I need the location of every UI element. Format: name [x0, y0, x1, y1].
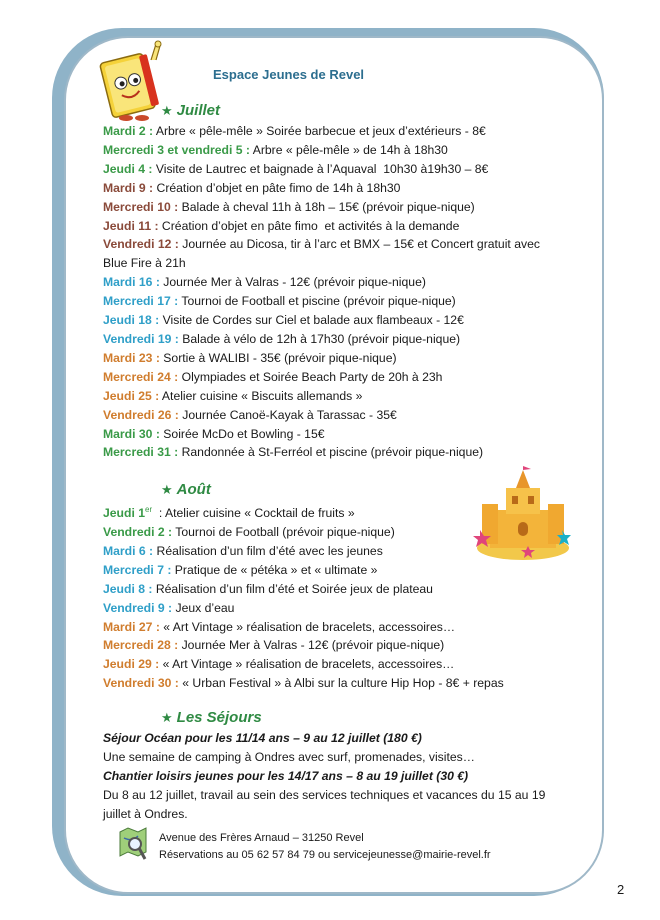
page-title: Espace Jeunes de Revel [213, 67, 365, 82]
event-day: Jeudi 8 : [103, 581, 153, 596]
event-text: Olympiades et Soirée Beach Party de 20h à 23h [178, 369, 443, 384]
list-item [103, 292, 553, 311]
map-magnifier-icon [118, 826, 148, 862]
event-text: Journée Mer à Valras - 12€ (prévoir pique-nique) [178, 638, 445, 653]
event-day: Vendredi 30 : [103, 676, 179, 691]
event-day: Vendredi 12 : [103, 237, 179, 252]
event-day: Mercredi 17 : [103, 294, 179, 309]
event-text: Randonnée à St-Ferréol et piscine (prévoir pique-nique) [178, 445, 484, 460]
event-day: Jeudi 18 : [103, 313, 160, 328]
event-text: Jeux d’eau [172, 600, 235, 615]
section-sejours: ★ Les Séjours [161, 709, 262, 726]
list-item [103, 674, 553, 693]
footer-address: Avenue des Frères Arnaud – 31250 Revel [159, 832, 364, 844]
list-item [103, 368, 553, 387]
event-text: Création d’objet en pâte fimo et activités à la demande [158, 218, 460, 233]
list-item [103, 425, 553, 444]
event-text: Arbre « pêle-mêle » de 14h à 18h30 [249, 142, 448, 157]
event-day: Vendredi 26 : [103, 407, 179, 422]
event-day: Vendredi 19 : [103, 331, 179, 346]
event-day: Jeudi 29 : [103, 657, 160, 672]
event-text: Atelier cuisine « Biscuits allemands » [159, 388, 363, 403]
list-item [103, 655, 553, 674]
list-item [103, 580, 553, 599]
event-text: Réalisation d’un film d’été avec les jeunes [153, 543, 383, 558]
event-text: : Atelier cuisine « Cocktail de fruits » [152, 506, 355, 521]
event-text: Visite de Cordes sur Ciel et balade aux flambeaux - 12€ [159, 313, 464, 328]
list-item [103, 179, 553, 198]
sejour-ocean-text: Une semaine de camping à Ondres avec surf, promenades, visites… [103, 750, 475, 764]
event-day: Mardi 23 : [103, 350, 160, 365]
event-day: Mardi 2 : [103, 124, 154, 138]
event-text: Pratique de « pétéka » et « ultimate » [171, 562, 378, 577]
event-day: Mardi 6 : [103, 543, 154, 558]
chantier-title: Chantier loisirs jeunes pour les 14/17 ans – 8 au 19 juillet (30 €) [103, 769, 469, 783]
event-text: Balade à vélo de 12h à 17h30 (prévoir pique-nique) [178, 331, 461, 346]
footer-reservations: Réservations au 05 62 57 84 79 ou servicejeunesse@mairie-revel.fr [159, 849, 491, 861]
star-icon: ★ [161, 103, 173, 118]
chantier-text: Du 8 au 12 juillet, travail au sein des services techniques et vacances du 15 au 19 juillet à Ondres. [103, 788, 546, 821]
event-day: Vendredi 2 : [103, 524, 173, 539]
list-item [103, 330, 553, 349]
event-day: Jeudi 1 [103, 506, 145, 521]
event-day: Jeudi 4 : [103, 161, 153, 176]
list-item [103, 122, 553, 141]
event-text: Journée Canoë-Kayak à Tarassac - 35€ [178, 407, 397, 422]
sejour-ocean-title: Séjour Océan pour les 11/14 ans – 9 au 12 juillet (180 €) [103, 731, 422, 745]
section-aout: ★ Août [161, 481, 211, 498]
event-text: Sortie à WALIBI - 35€ (prévoir pique-nique) [159, 350, 397, 365]
list-item [103, 198, 553, 217]
event-day: Mercredi 10 : [103, 199, 179, 214]
event-day: Mercredi 28 : [103, 638, 179, 653]
section-juillet: ★ Juillet [161, 102, 221, 119]
event-day-suffix: er [145, 505, 153, 514]
sandcastle-icon [468, 466, 578, 564]
event-day: Mercredi 31 : [103, 445, 179, 460]
event-text: « Art Vintage » réalisation de bracelets, accessoires… [159, 619, 456, 634]
event-day: Mercredi 7 : [103, 562, 172, 577]
event-day: Mardi 27 : [103, 619, 160, 634]
list-item [103, 235, 553, 273]
event-text: Soirée McDo et Bowling - 15€ [159, 426, 325, 441]
event-text: Visite de Lautrec et baignade à l’Aquaval 10h30 à19h30 – 8€ [152, 161, 489, 176]
event-text: Réalisation d’un film d’été et Soirée jeux de plateau [152, 581, 433, 596]
list-item [103, 141, 553, 160]
list-item [103, 406, 553, 425]
list-item [103, 618, 553, 637]
star-icon: ★ [161, 710, 173, 725]
list-item [103, 311, 553, 330]
event-text: Tournoi de Football et piscine (prévoir pique-nique) [178, 294, 456, 309]
event-text: « Art Vintage » réalisation de bracelets, accessoires… [159, 657, 455, 672]
footer [159, 830, 491, 864]
star-icon: ★ [161, 482, 173, 497]
list-item [103, 387, 553, 406]
list-item [103, 349, 553, 368]
sejours-block [103, 729, 553, 824]
list-item [103, 217, 553, 236]
juillet-list [103, 122, 553, 462]
event-day: Mardi 30 : [103, 426, 160, 441]
event-text: Création d’objet en pâte fimo de 14h à 18h30 [153, 180, 401, 195]
event-text: Journée Mer à Valras - 12€ (prévoir pique-nique) [159, 275, 426, 290]
list-item [103, 636, 553, 655]
list-item [103, 160, 553, 179]
event-day: Jeudi 25 : [103, 388, 160, 403]
list-item [103, 443, 553, 462]
event-day: Vendredi 9 : [103, 600, 173, 615]
event-day: Mardi 16 : [103, 275, 160, 290]
event-text: Tournoi de Football (prévoir pique-nique) [172, 524, 395, 539]
event-text: Arbre « pêle-mêle » Soirée barbecue et jeux d’extérieurs - 8€ [153, 124, 486, 138]
event-text: Journée au Dicosa, tir à l’arc et BMX – 15€ et Concert gratuit avec Blue Fire à 21h [103, 237, 544, 271]
event-day: Mercredi 3 et vendredi 5 : [103, 142, 250, 157]
list-item [103, 599, 553, 618]
event-day: Mardi 9 : [103, 180, 154, 195]
event-day: Mercredi 24 : [103, 369, 179, 384]
list-item [103, 273, 553, 292]
page-number: 2 [617, 882, 625, 897]
event-day: Jeudi 11 : [103, 218, 159, 233]
event-text: « Urban Festival » à Albi sur la culture Hip Hop - 8€ + repas [178, 676, 504, 691]
event-text: Balade à cheval 11h à 18h – 15€ (prévoir pique-nique) [178, 199, 475, 214]
